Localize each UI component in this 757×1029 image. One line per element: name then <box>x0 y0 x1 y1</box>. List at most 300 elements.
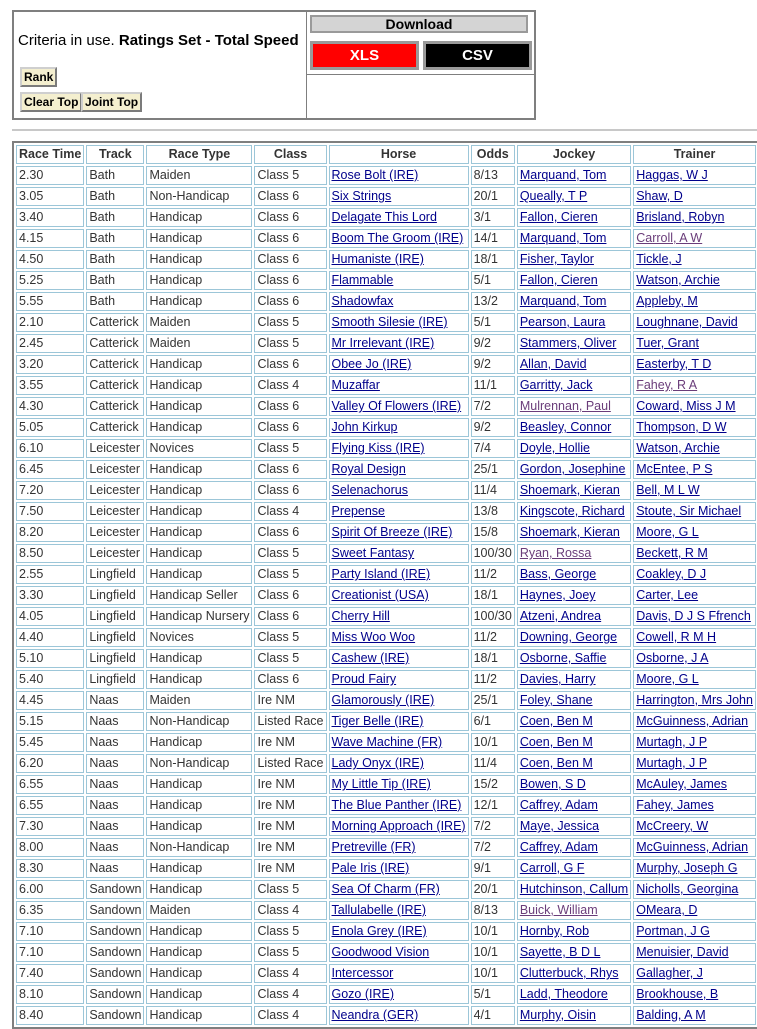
odds-cell: 25/1 <box>471 460 515 479</box>
track-cell: Catterick <box>86 397 144 416</box>
jockey-link[interactable]: Marquand, Tom <box>519 231 607 245</box>
horse-link[interactable]: Pale Iris (IRE) <box>331 861 410 875</box>
trainer-cell <box>633 523 756 542</box>
trainer-cell <box>633 376 756 395</box>
trainer-link[interactable]: Watson, Archie <box>636 441 720 455</box>
trainer-link[interactable]: McAuley, James <box>636 777 727 791</box>
track-cell: Leicester <box>86 481 144 500</box>
jockey-link[interactable]: Clutterbuck, Rhys <box>519 966 619 980</box>
track-cell: Sandown <box>86 964 144 983</box>
jockey-link[interactable]: Shoemark, Kieran <box>519 525 620 539</box>
horse-link[interactable]: Delagate This Lord <box>331 210 437 224</box>
xls-download-button[interactable]: XLS <box>310 41 419 70</box>
jockey-cell <box>517 838 631 857</box>
trainer-link[interactable]: Coward, Miss J M <box>636 399 736 413</box>
horse-link[interactable]: Gozo (IRE) <box>331 987 395 1001</box>
race-type-cell: Handicap <box>146 355 252 374</box>
trainer-link[interactable]: Portman, J G <box>636 924 710 938</box>
jockey-link[interactable]: Hornby, Rob <box>519 924 590 938</box>
table-row <box>16 586 756 605</box>
trainer-link[interactable]: Menuisier, David <box>636 945 729 959</box>
class-cell: Class 6 <box>254 250 326 269</box>
jockey-cell <box>517 754 631 773</box>
horse-link[interactable]: Selenachorus <box>331 483 408 497</box>
track-cell: Catterick <box>86 334 144 353</box>
odds-cell: 100/30 <box>471 544 515 563</box>
class-cell: Ire NM <box>254 838 326 857</box>
horse-link[interactable]: Obee Jo (IRE) <box>331 357 412 371</box>
horse-cell <box>329 586 469 605</box>
trainer-link[interactable]: Murtagh, J P <box>636 756 708 770</box>
trainer-link[interactable]: Stoute, Sir Michael <box>636 504 742 518</box>
trainer-link[interactable]: Loughnane, David <box>636 315 738 329</box>
trainer-link[interactable]: Carter, Lee <box>636 588 699 602</box>
jockey-link[interactable]: Ryan, Rossa <box>519 546 592 560</box>
horse-cell <box>329 313 469 332</box>
trainer-link[interactable]: Moore, G L <box>636 525 699 539</box>
race-type-cell: Maiden <box>146 691 252 710</box>
horse-cell <box>329 544 469 563</box>
jockey-link[interactable]: Queally, T P <box>519 189 588 203</box>
race-time-cell: 8.00 <box>16 838 84 857</box>
joint-top-button[interactable]: Joint Top <box>81 92 142 112</box>
horse-link[interactable]: Proud Fairy <box>331 672 397 686</box>
horse-cell <box>329 418 469 437</box>
table-row <box>16 397 756 416</box>
trainer-link[interactable]: Bell, M L W <box>636 483 700 497</box>
horse-link[interactable]: Morning Approach (IRE) <box>331 819 466 833</box>
jockey-link[interactable]: Murphy, Oisin <box>519 1008 597 1022</box>
horse-cell <box>329 460 469 479</box>
horse-link[interactable]: Pretreville (FR) <box>331 840 416 854</box>
jockey-link[interactable]: Shoemark, Kieran <box>519 483 620 497</box>
trainer-link[interactable]: Fahey, R A <box>636 378 698 392</box>
race-time-cell: 7.50 <box>16 502 84 521</box>
track-cell: Lingfield <box>86 607 144 626</box>
class-cell: Listed Race <box>254 712 326 731</box>
odds-cell: 4/1 <box>471 1006 515 1025</box>
horse-link[interactable]: Tiger Belle (IRE) <box>331 714 424 728</box>
track-cell: Catterick <box>86 355 144 374</box>
jockey-link[interactable]: Coen, Ben M <box>519 756 593 770</box>
jockey-cell <box>517 964 631 983</box>
horse-cell <box>329 607 469 626</box>
table-row <box>16 229 756 248</box>
race-type-cell: Handicap <box>146 418 252 437</box>
jockey-link[interactable]: Caffrey, Adam <box>519 840 598 854</box>
table-row <box>16 985 756 1004</box>
horse-cell <box>329 439 469 458</box>
jockey-link[interactable]: Mulrennan, Paul <box>519 399 611 413</box>
table-row <box>16 565 756 584</box>
trainer-link[interactable]: Nicholls, Georgina <box>636 882 739 896</box>
horse-link[interactable]: My Little Tip (IRE) <box>331 777 431 791</box>
trainer-cell <box>633 754 756 773</box>
jockey-link[interactable]: Davies, Harry <box>519 672 596 686</box>
table-row <box>16 817 756 836</box>
race-time-cell: 5.25 <box>16 271 84 290</box>
criteria-text <box>18 32 299 49</box>
horse-link[interactable]: Sea Of Charm (FR) <box>331 882 440 896</box>
horse-cell <box>329 187 469 206</box>
trainer-cell <box>633 313 756 332</box>
jockey-link[interactable]: Osborne, Saffie <box>519 651 607 665</box>
trainer-link[interactable]: Brookhouse, B <box>636 987 719 1001</box>
jockey-link[interactable]: Fallon, Cieren <box>519 210 598 224</box>
criteria-prefix: Criteria in use. <box>18 32 119 49</box>
horse-cell <box>329 250 469 269</box>
odds-cell: 11/1 <box>471 376 515 395</box>
track-cell: Lingfield <box>86 628 144 647</box>
class-cell: Ire NM <box>254 817 326 836</box>
horse-cell <box>329 376 469 395</box>
trainer-cell <box>633 502 756 521</box>
jockey-link[interactable]: Maye, Jessica <box>519 819 600 833</box>
class-cell: Class 6 <box>254 460 326 479</box>
trainer-link[interactable]: McGuinness, Adrian <box>636 714 749 728</box>
race-type-cell: Handicap <box>146 943 252 962</box>
horse-cell <box>329 271 469 290</box>
trainer-cell <box>633 733 756 752</box>
track-cell: Leicester <box>86 544 144 563</box>
jockey-cell <box>517 901 631 920</box>
jockey-link[interactable]: Marquand, Tom <box>519 168 607 182</box>
track-cell: Naas <box>86 691 144 710</box>
odds-cell: 6/1 <box>471 712 515 731</box>
race-type-cell: Handicap <box>146 250 252 269</box>
table-row <box>16 607 756 626</box>
jockey-link[interactable]: Beasley, Connor <box>519 420 612 434</box>
jockey-cell <box>517 166 631 185</box>
table-row <box>16 796 756 815</box>
trainer-link[interactable]: Tickle, J <box>636 252 682 266</box>
jockey-cell <box>517 208 631 227</box>
column-header-trainer: Trainer <box>633 145 756 164</box>
odds-cell: 18/1 <box>471 586 515 605</box>
jockey-link[interactable]: Bass, George <box>519 567 597 581</box>
class-cell: Class 5 <box>254 943 326 962</box>
trainer-link[interactable]: Haggas, W J <box>636 168 708 182</box>
jockey-link[interactable]: Sayette, B D L <box>519 945 601 959</box>
trainer-link[interactable]: Carroll, A W <box>636 231 703 245</box>
table-row <box>16 292 756 311</box>
odds-cell: 8/13 <box>471 166 515 185</box>
trainer-link[interactable]: Coakley, D J <box>636 567 707 581</box>
trainer-link[interactable]: Shaw, D <box>636 189 683 203</box>
track-cell: Lingfield <box>86 565 144 584</box>
odds-cell: 10/1 <box>471 943 515 962</box>
horse-link[interactable]: Humaniste (IRE) <box>331 252 424 266</box>
class-cell: Class 5 <box>254 439 326 458</box>
jockey-link[interactable]: Stammers, Oliver <box>519 336 617 350</box>
jockey-cell <box>517 733 631 752</box>
horse-link[interactable]: Neandra (GER) <box>331 1008 419 1022</box>
horse-cell <box>329 166 469 185</box>
horse-link[interactable]: Muzaffar <box>331 378 380 392</box>
horse-link[interactable]: Flying Kiss (IRE) <box>331 441 425 455</box>
race-time-cell: 5.45 <box>16 733 84 752</box>
horse-link[interactable]: Royal Design <box>331 462 406 476</box>
table-row <box>16 754 756 773</box>
odds-cell: 7/2 <box>471 397 515 416</box>
race-type-cell: Maiden <box>146 901 252 920</box>
track-cell: Leicester <box>86 439 144 458</box>
race-time-cell: 4.40 <box>16 628 84 647</box>
trainer-cell <box>633 859 756 878</box>
horse-cell <box>329 565 469 584</box>
odds-cell: 9/1 <box>471 859 515 878</box>
trainer-link[interactable]: Osborne, J A <box>636 651 709 665</box>
horse-link[interactable]: John Kirkup <box>331 420 398 434</box>
trainer-cell <box>633 292 756 311</box>
trainer-link[interactable]: Tuer, Grant <box>636 336 699 350</box>
jockey-link[interactable]: Coen, Ben M <box>519 735 593 749</box>
race-time-cell: 3.40 <box>16 208 84 227</box>
odds-cell: 20/1 <box>471 187 515 206</box>
jockey-link[interactable]: Marquand, Tom <box>519 294 607 308</box>
class-cell: Class 5 <box>254 313 326 332</box>
class-cell: Ire NM <box>254 775 326 794</box>
class-cell: Class 6 <box>254 229 326 248</box>
track-cell: Naas <box>86 838 144 857</box>
trainer-cell <box>633 460 756 479</box>
trainer-link[interactable]: Brisland, Robyn <box>636 210 725 224</box>
jockey-link[interactable]: Buick, William <box>519 903 598 917</box>
jockey-link[interactable]: Allan, David <box>519 357 587 371</box>
table-row <box>16 355 756 374</box>
race-type-cell: Handicap <box>146 481 252 500</box>
horse-link[interactable]: Prepense <box>331 504 386 518</box>
trainer-cell <box>633 481 756 500</box>
jockey-cell <box>517 418 631 437</box>
csv-download-button[interactable]: CSV <box>423 41 532 70</box>
race-time-cell: 2.55 <box>16 565 84 584</box>
jockey-link[interactable]: Garritty, Jack <box>519 378 593 392</box>
jockey-link[interactable]: Doyle, Hollie <box>519 441 590 455</box>
jockey-link[interactable]: Caffrey, Adam <box>519 798 598 812</box>
horse-link[interactable]: Miss Woo Woo <box>331 630 416 644</box>
horse-link[interactable]: Mr Irrelevant (IRE) <box>331 336 435 350</box>
class-cell: Class 6 <box>254 586 326 605</box>
table-row <box>16 418 756 437</box>
class-cell: Ire NM <box>254 733 326 752</box>
rank-button[interactable]: Rank <box>20 67 57 87</box>
horse-cell <box>329 712 469 731</box>
race-time-cell: 3.30 <box>16 586 84 605</box>
horse-link[interactable]: Sweet Fantasy <box>331 546 415 560</box>
jockey-cell <box>517 481 631 500</box>
trainer-link[interactable]: Beckett, R M <box>636 546 708 560</box>
jockey-cell <box>517 922 631 941</box>
trainer-link[interactable]: Murphy, Joseph G <box>636 861 738 875</box>
race-type-cell: Non-Handicap <box>146 754 252 773</box>
horse-link[interactable]: Lady Onyx (IRE) <box>331 756 424 770</box>
trainer-cell <box>633 607 756 626</box>
trainer-link[interactable]: Fahey, James <box>636 798 714 812</box>
trainer-link[interactable]: McEntee, P S <box>636 462 713 476</box>
jockey-link[interactable]: Downing, George <box>519 630 618 644</box>
trainer-link[interactable]: McGuinness, Adrian <box>636 840 749 854</box>
trainer-cell <box>633 355 756 374</box>
horse-link[interactable]: Smooth Silesie (IRE) <box>331 315 448 329</box>
odds-cell: 14/1 <box>471 229 515 248</box>
horse-link[interactable]: Glamorously (IRE) <box>331 693 435 707</box>
horse-cell <box>329 1006 469 1025</box>
table-row <box>16 502 756 521</box>
race-type-cell: Novices <box>146 439 252 458</box>
jockey-cell <box>517 649 631 668</box>
trainer-link[interactable]: Murtagh, J P <box>636 735 708 749</box>
jockey-link[interactable]: Fallon, Cieren <box>519 273 598 287</box>
trainer-link[interactable]: McCreery, W <box>636 819 709 833</box>
trainer-link[interactable]: Appleby, M <box>636 294 698 308</box>
table-row <box>16 523 756 542</box>
table-row <box>16 712 756 731</box>
class-cell: Class 5 <box>254 922 326 941</box>
horse-link[interactable]: Boom The Groom (IRE) <box>331 231 464 245</box>
jockey-cell <box>517 880 631 899</box>
table-row <box>16 481 756 500</box>
table-row <box>16 922 756 941</box>
odds-cell: 100/30 <box>471 607 515 626</box>
trainer-cell <box>633 943 756 962</box>
track-cell: Sandown <box>86 1006 144 1025</box>
column-header-class: Class <box>254 145 326 164</box>
track-cell: Lingfield <box>86 670 144 689</box>
horse-link[interactable]: Cashew (IRE) <box>331 651 410 665</box>
horse-link[interactable]: The Blue Panther (IRE) <box>331 798 462 812</box>
class-cell: Class 6 <box>254 481 326 500</box>
trainer-cell <box>633 901 756 920</box>
trainer-link[interactable]: OMeara, D <box>636 903 698 917</box>
jockey-link[interactable]: Foley, Shane <box>519 693 593 707</box>
column-header-track: Track <box>86 145 144 164</box>
horse-cell <box>329 859 469 878</box>
trainer-link[interactable]: Moore, G L <box>636 672 699 686</box>
trainer-link[interactable]: Easterby, T D <box>636 357 712 371</box>
horse-cell <box>329 229 469 248</box>
horse-link[interactable]: Flammable <box>331 273 394 287</box>
track-cell: Leicester <box>86 523 144 542</box>
horse-link[interactable]: Spirit Of Breeze (IRE) <box>331 525 453 539</box>
horse-link[interactable]: Tallulabelle (IRE) <box>331 903 426 917</box>
odds-cell: 10/1 <box>471 922 515 941</box>
jockey-link[interactable]: Hutchinson, Callum <box>519 882 629 896</box>
class-cell: Class 5 <box>254 649 326 668</box>
jockey-link[interactable]: Ladd, Theodore <box>519 987 608 1001</box>
criteria-panel <box>12 10 536 120</box>
table-row <box>16 544 756 563</box>
class-cell: Class 6 <box>254 397 326 416</box>
odds-cell: 11/2 <box>471 628 515 647</box>
horse-cell <box>329 334 469 353</box>
horse-cell <box>329 292 469 311</box>
horse-cell <box>329 817 469 836</box>
trainer-link[interactable]: Balding, A M <box>636 1008 706 1022</box>
horse-link[interactable]: Enola Grey (IRE) <box>331 924 427 938</box>
table-row <box>16 334 756 353</box>
horse-link[interactable]: Intercessor <box>331 966 394 980</box>
trainer-link[interactable]: Cowell, R M H <box>636 630 717 644</box>
jockey-link[interactable]: Haynes, Joey <box>519 588 596 602</box>
jockey-link[interactable]: Gordon, Josephine <box>519 462 626 476</box>
race-type-cell: Handicap <box>146 271 252 290</box>
odds-cell: 13/2 <box>471 292 515 311</box>
odds-cell: 11/4 <box>471 481 515 500</box>
race-type-cell: Maiden <box>146 334 252 353</box>
horse-cell <box>329 397 469 416</box>
trainer-link[interactable]: Watson, Archie <box>636 273 720 287</box>
race-type-cell: Handicap <box>146 796 252 815</box>
track-cell: Catterick <box>86 313 144 332</box>
track-cell: Bath <box>86 271 144 290</box>
race-type-cell: Handicap Nursery <box>146 607 252 626</box>
jockey-cell <box>517 1006 631 1025</box>
track-cell: Naas <box>86 733 144 752</box>
horse-link[interactable]: Cherry Hill <box>331 609 390 623</box>
odds-cell: 15/2 <box>471 775 515 794</box>
column-header-race-time: Race Time <box>16 145 84 164</box>
column-header-jockey: Jockey <box>517 145 631 164</box>
horse-link[interactable]: Creationist (USA) <box>331 588 429 602</box>
horse-link[interactable]: Shadowfax <box>331 294 394 308</box>
track-cell: Naas <box>86 775 144 794</box>
odds-cell: 9/2 <box>471 334 515 353</box>
trainer-cell <box>633 922 756 941</box>
table-row <box>16 628 756 647</box>
track-cell: Naas <box>86 817 144 836</box>
race-time-cell: 2.30 <box>16 166 84 185</box>
jockey-link[interactable]: Kingscote, Richard <box>519 504 625 518</box>
horse-link[interactable]: Goodwood Vision <box>331 945 430 959</box>
trainer-link[interactable]: Gallagher, J <box>636 966 703 980</box>
trainer-link[interactable]: Harrington, Mrs John <box>636 693 753 707</box>
horse-link[interactable]: Wave Machine (FR) <box>331 735 443 749</box>
race-type-cell: Handicap <box>146 397 252 416</box>
horse-link[interactable]: Party Island (IRE) <box>331 567 431 581</box>
jockey-link[interactable]: Pearson, Laura <box>519 315 606 329</box>
horse-link[interactable]: Six Strings <box>331 189 392 203</box>
jockey-link[interactable]: Bowen, S D <box>519 777 586 791</box>
jockey-cell <box>517 985 631 1004</box>
horse-link[interactable]: Rose Bolt (IRE) <box>331 168 419 182</box>
jockey-link[interactable]: Atzeni, Andrea <box>519 609 602 623</box>
trainer-cell <box>633 1006 756 1025</box>
jockey-link[interactable]: Carroll, G F <box>519 861 585 875</box>
jockey-cell <box>517 670 631 689</box>
horse-link[interactable]: Valley Of Flowers (IRE) <box>331 399 462 413</box>
horse-cell <box>329 733 469 752</box>
race-time-cell: 4.15 <box>16 229 84 248</box>
trainer-link[interactable]: Thompson, D W <box>636 420 727 434</box>
jockey-link[interactable]: Coen, Ben M <box>519 714 593 728</box>
race-time-cell: 3.20 <box>16 355 84 374</box>
class-cell: Class 6 <box>254 208 326 227</box>
jockey-cell <box>517 334 631 353</box>
horse-cell <box>329 628 469 647</box>
race-type-cell: Handicap <box>146 565 252 584</box>
trainer-link[interactable]: Davis, D J S Ffrench <box>636 609 751 623</box>
jockey-link[interactable]: Fisher, Taylor <box>519 252 594 266</box>
odds-cell: 10/1 <box>471 733 515 752</box>
race-type-cell: Handicap <box>146 229 252 248</box>
race-time-cell: 8.10 <box>16 985 84 1004</box>
class-cell: Class 4 <box>254 901 326 920</box>
clear-top-button[interactable]: Clear Top <box>20 92 82 112</box>
trainer-cell <box>633 880 756 899</box>
class-cell: Class 6 <box>254 271 326 290</box>
horse-cell <box>329 838 469 857</box>
